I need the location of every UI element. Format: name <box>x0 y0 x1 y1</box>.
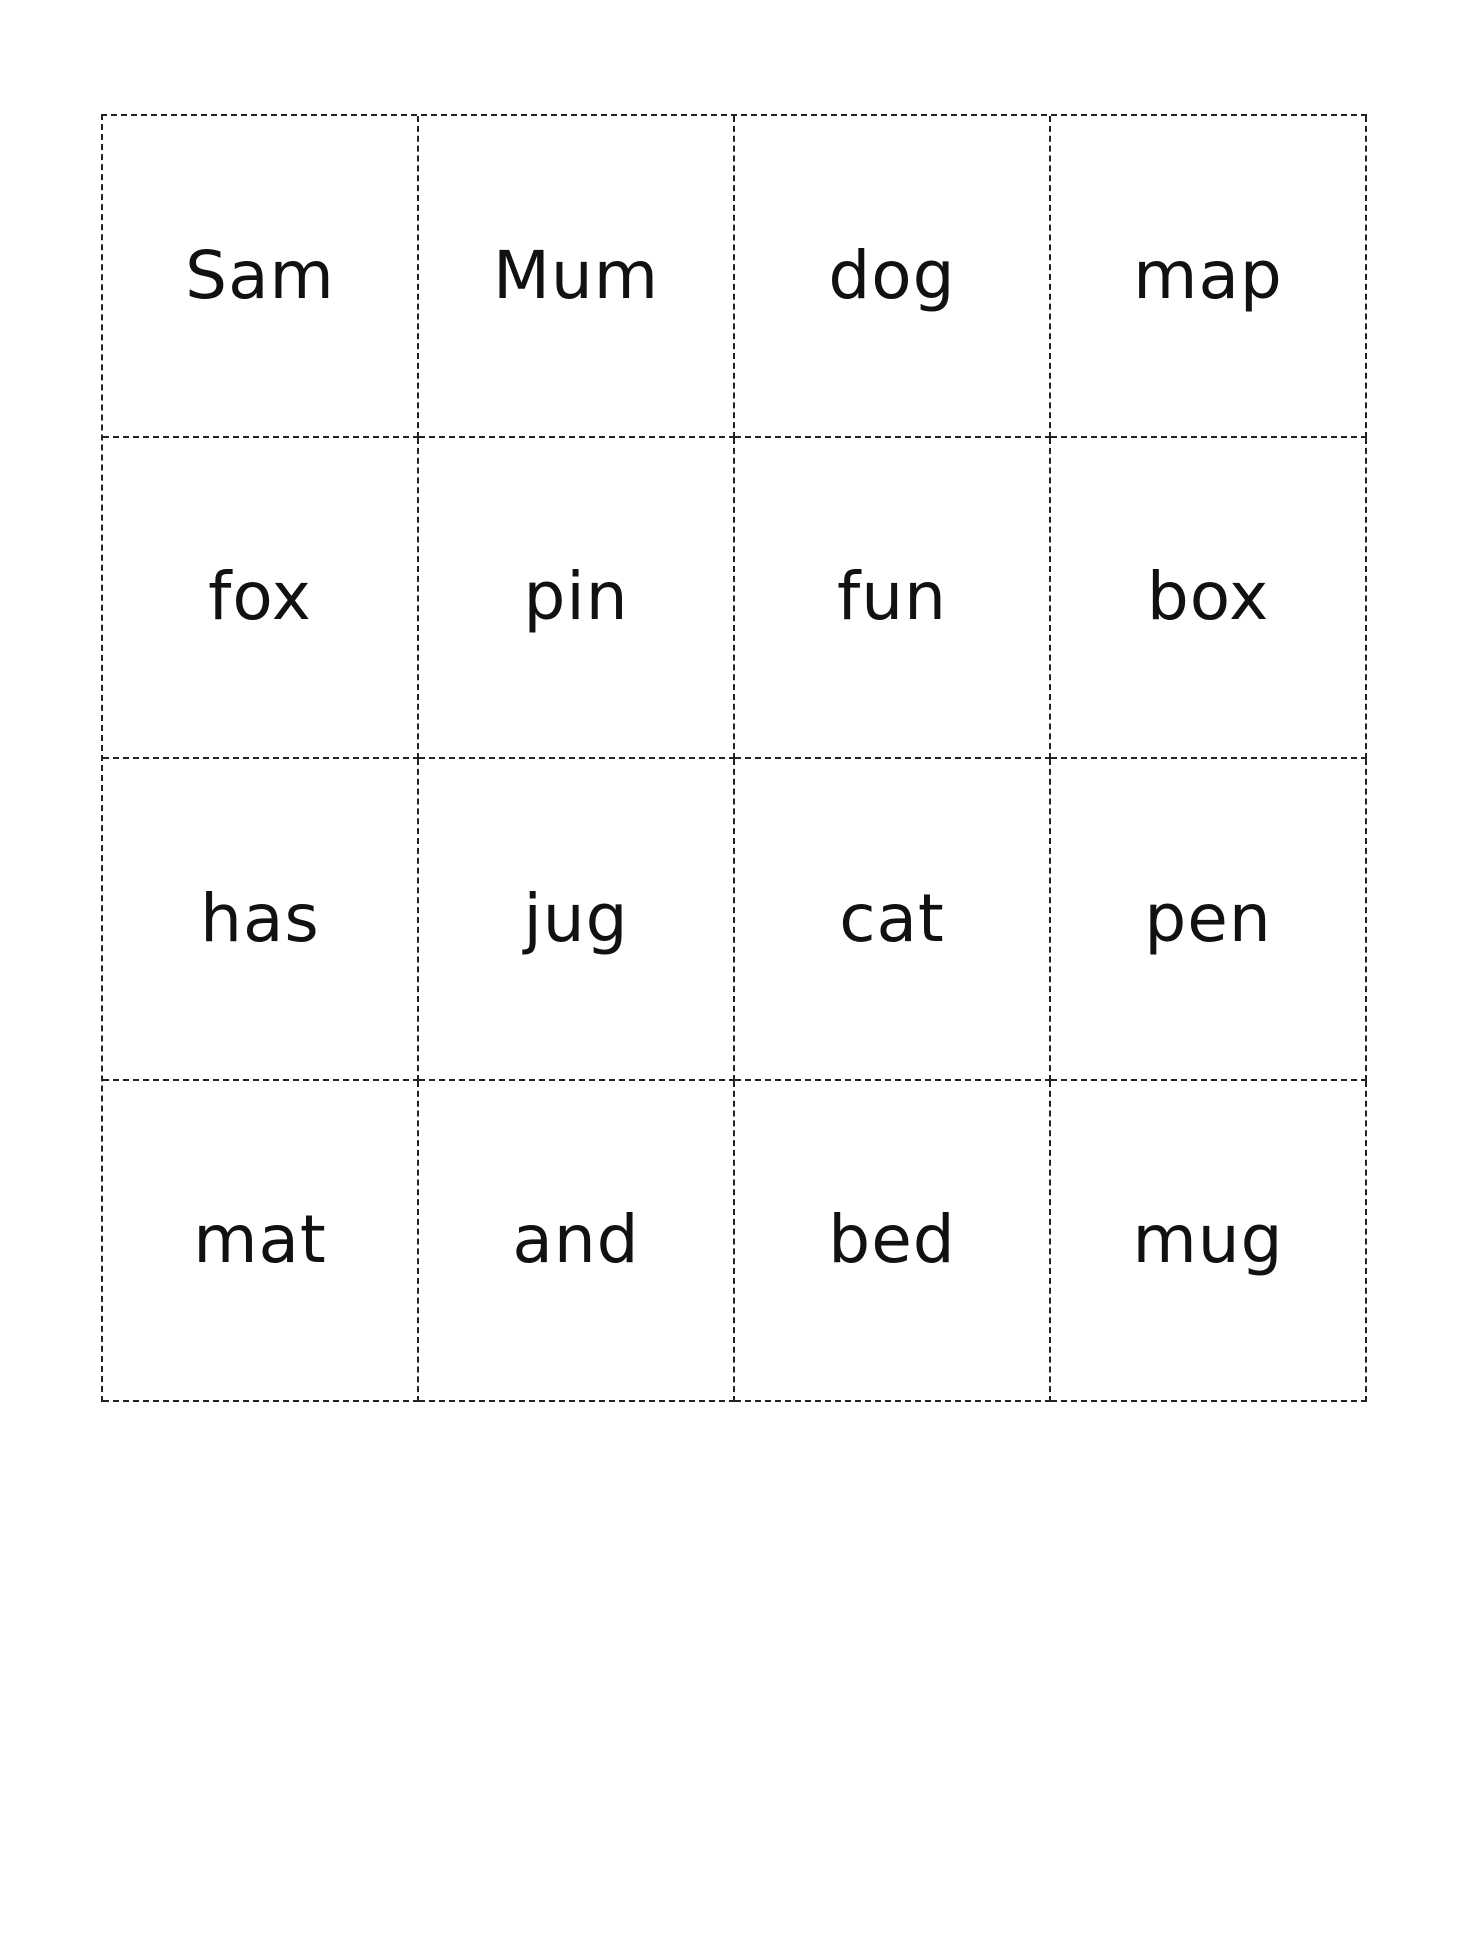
word-card-text: Sam <box>185 236 335 314</box>
word-card <box>419 759 735 1081</box>
word-card-text: pin <box>523 558 629 636</box>
word-card-text: dog <box>828 236 956 314</box>
word-card <box>1051 438 1367 760</box>
word-card <box>103 1081 419 1403</box>
word-card <box>735 759 1051 1081</box>
word-card-text: pen <box>1144 879 1272 957</box>
word-card <box>1051 116 1367 438</box>
word-card-text: box <box>1146 558 1270 636</box>
word-card-text: and <box>512 1201 640 1279</box>
word-card <box>419 1081 735 1403</box>
word-card-text: map <box>1133 236 1283 314</box>
word-card-text: fox <box>208 558 312 636</box>
word-card-text: bed <box>828 1201 956 1279</box>
word-card-text: cat <box>839 879 945 957</box>
word-card <box>103 116 419 438</box>
word-card <box>419 116 735 438</box>
word-card <box>735 1081 1051 1403</box>
word-card <box>419 438 735 760</box>
word-card-text: has <box>200 879 320 957</box>
word-card-text: mat <box>193 1201 327 1279</box>
word-card-text: jug <box>523 879 629 957</box>
word-card-text: Mum <box>492 236 660 314</box>
word-card <box>1051 759 1367 1081</box>
word-card <box>103 759 419 1081</box>
word-card-grid <box>101 114 1367 1402</box>
word-card-text: mug <box>1132 1201 1284 1279</box>
word-card-text: fun <box>837 558 947 636</box>
word-card <box>735 116 1051 438</box>
word-card <box>103 438 419 760</box>
word-card <box>735 438 1051 760</box>
word-card <box>1051 1081 1367 1403</box>
